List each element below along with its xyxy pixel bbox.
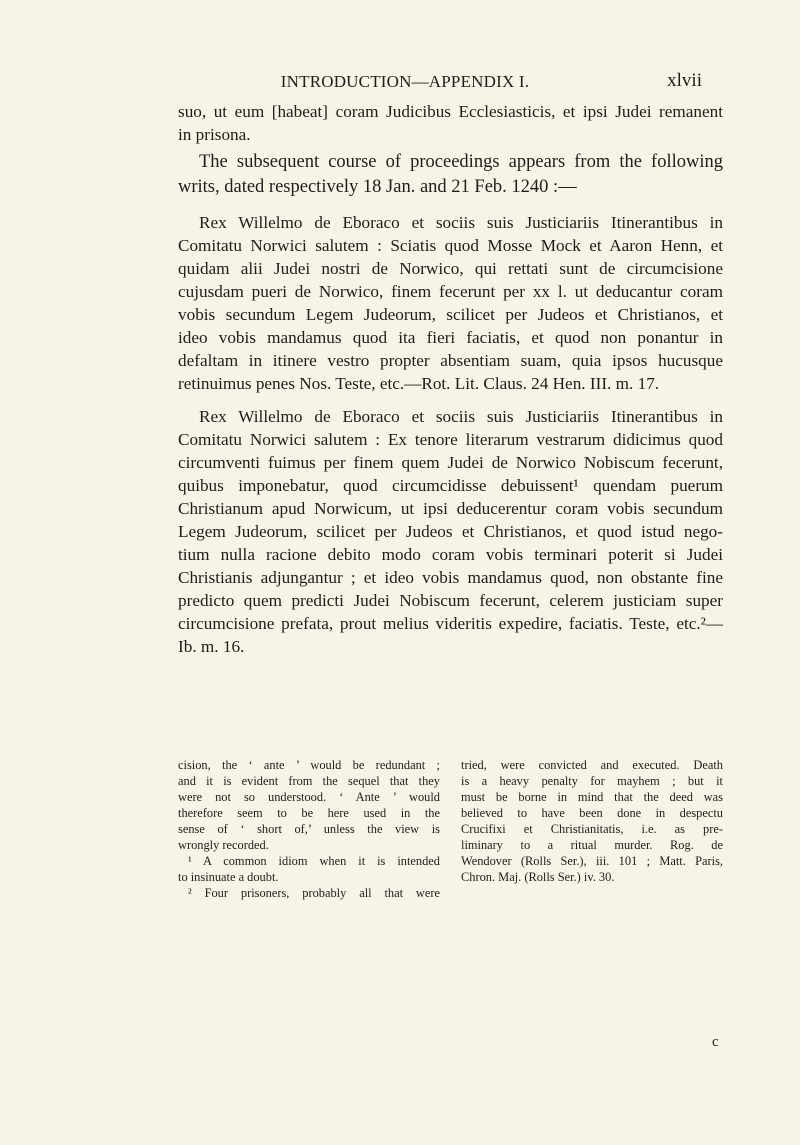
page-number: xlvii — [667, 70, 702, 91]
footnote-line: Chron. Maj. (Rolls Ser.) iv. 30. — [461, 870, 615, 884]
footnote-line: must be borne in mind that the deed was — [461, 790, 723, 804]
footnote-line: therefore seem to be here used in the — [178, 806, 440, 820]
text-line: quidam alii Judei nostri de Norwico, qui rettati sunt de circumcisione — [178, 259, 723, 278]
text-line: circumventi fuimus per finem quem Judei de Norwico Nobiscum fecerunt, — [178, 453, 723, 472]
text-line: The subsequent course of proceedings appears from the following — [199, 152, 723, 172]
text-line: circumcisione prefata, prout melius videritis expedire, faciatis. Teste, etc.²— — [178, 614, 723, 633]
footnote-line: tried, were convicted and executed. Death — [461, 758, 723, 772]
footnote-line: Wendover (Rolls Ser.), iii. 101 ; Matt. Paris, — [461, 854, 723, 868]
text-line: Rex Willelmo de Eboraco et sociis suis Justiciariis Itinerantibus in — [199, 213, 723, 232]
text-line: in prisona. — [178, 125, 251, 144]
footnotes-right-column — [461, 757, 723, 885]
footnote-line: believed to have been done in despectu — [461, 806, 723, 820]
footnote-line: cision, the ‘ ante ’ would be redundant ; — [178, 758, 440, 772]
writ-2 — [178, 405, 723, 658]
text-line: Comitatu Norwici salutem : Sciatis quod Mosse Mock et Aaron Henn, et — [178, 236, 723, 255]
signature-mark: c — [712, 1034, 719, 1050]
text-line: tium nulla racione debito modo coram vobis terminari poterit si Judei — [178, 545, 723, 564]
running-title: INTRODUCTION—APPENDIX I. — [280, 72, 530, 91]
text-line: retinuimus penes Nos. Teste, etc.—Rot. Lit. Claus. 24 Hen. III. m. 17. — [178, 374, 660, 393]
footnote-line: and it is evident from the sequel that they — [178, 774, 440, 788]
text-line: Ib. m. 16. — [178, 637, 245, 656]
text-line: Comitatu Norwici salutem : Ex tenore literarum vestrarum didicimus quod — [178, 430, 723, 449]
paragraph-2 — [178, 150, 723, 200]
text-line: writs, dated respectively 18 Jan. and 21 Feb. 1240 :— — [178, 177, 577, 197]
footnotes-left-column — [178, 757, 440, 901]
text-line: Christianis adjungantur ; et ideo vobis mandamus quod, non obstante fine — [178, 568, 723, 587]
footnote-line: were not so understood. ‘ Ante ’ would — [178, 790, 440, 804]
text-line: vobis secundum Legem Judeorum, scilicet per Judeos et Christianos, et — [178, 305, 723, 324]
text-line: defaltam in itinere vestro propter absentiam suam, quia ipsos hucusque — [178, 351, 723, 370]
footnote-line: Crucifixi et Christianitatis, i.e. as pre- — [461, 822, 723, 836]
footnote-line: liminary to a ritual murder. Rog. de — [461, 838, 723, 852]
footnote-line: is a heavy penalty for mayhem ; but it — [461, 774, 723, 788]
text-line: ideo vobis mandamus quod ita fieri faciatis, et quod non ponantur in — [178, 328, 723, 347]
text-line: quibus imponebatur, quod circumcidisse debuissent¹ quendam puerum — [178, 476, 723, 495]
footnote-line: sense of ‘ short of,’ unless the view is — [178, 822, 440, 836]
text-line: cujusdam pueri de Norwico, finem fecerunt per xx l. ut deducantur coram — [178, 282, 723, 301]
footnote-1: ¹ A common idiom when it is intended — [188, 854, 440, 868]
writ-1 — [178, 211, 723, 395]
footnote-line: wrongly recorded. — [178, 838, 269, 852]
text-line: Legem Judeorum, scilicet per Judeos et Christianos, et quod istud nego- — [178, 522, 723, 541]
footnote-line: to insinuate a doubt. — [178, 870, 279, 884]
footnote-2: ² Four prisoners, probably all that were — [188, 886, 440, 900]
paragraph-1 — [178, 100, 723, 146]
text-line: suo, ut eum [habeat] coram Judicibus Ecclesiasticis, et ipsi Judei remanent — [178, 102, 723, 121]
text-line: predicto quem predicti Judei Nobiscum fecerunt, celerem justiciam super — [178, 591, 723, 610]
text-line: Rex Willelmo de Eboraco et sociis suis Justiciariis Itinerantibus in — [199, 407, 723, 426]
text-line: Christianum apud Norwicum, ut ipsi deducerentur coram vobis secundum — [178, 499, 723, 518]
